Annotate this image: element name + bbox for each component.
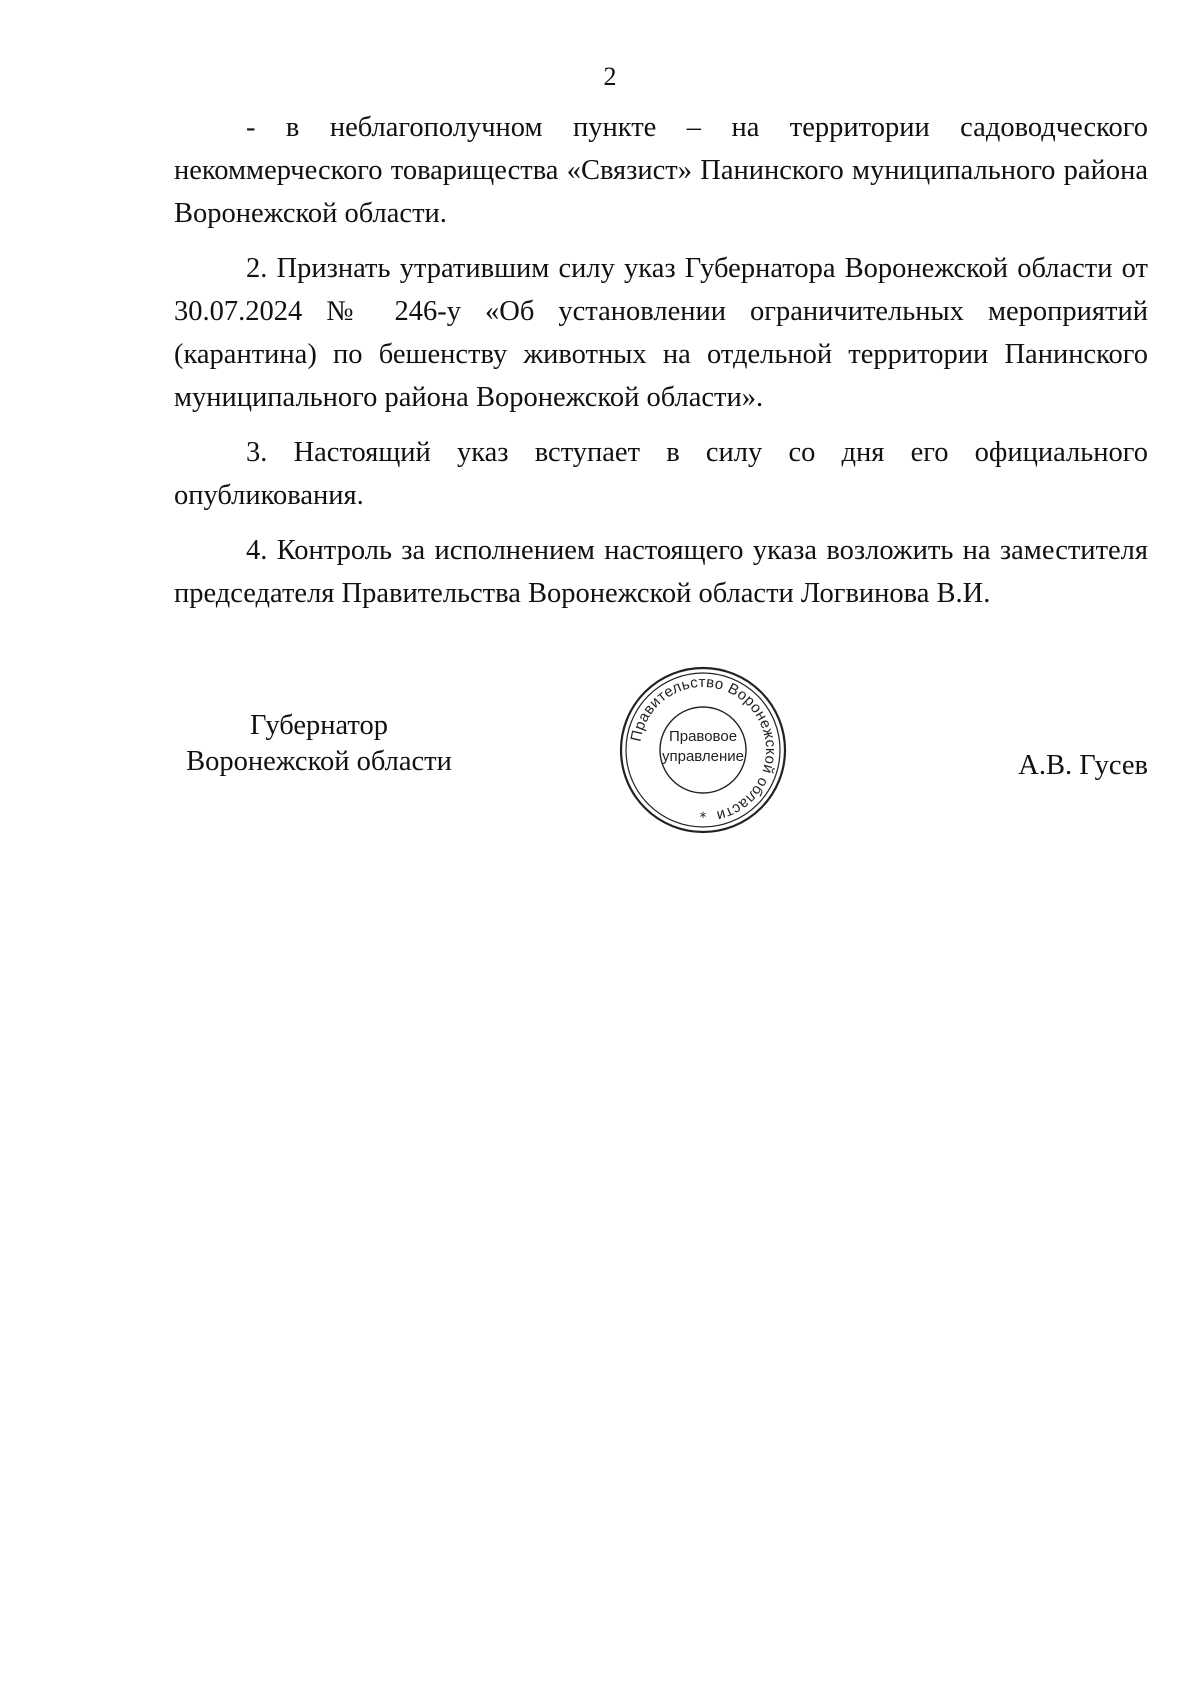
signatory-position <box>174 708 464 780</box>
signatory-position-line1: Губернатор <box>249 710 389 741</box>
paragraph-3-effective-date: 3. Настоящий указ вступает в силу со дня его официального опубликования. <box>174 437 1148 511</box>
official-stamp <box>618 665 788 835</box>
paragraph-affected-point: - в неблагополучном пункте – на территории садоводческого некоммерческого товарищества «Связист» Панинского муниципального района Воронежской области. <box>174 112 1148 229</box>
document-body <box>174 106 1148 615</box>
signatory-name: А.В. Гусев <box>1018 750 1148 781</box>
signatory-position-line2: Воронежской области <box>186 746 452 777</box>
stamp-star: * <box>699 810 707 826</box>
paragraph-2-repeal-decree: 2. Признать утратившим силу указ Губернатора Воронежской области от 30.07.2024 № 246-у «Об установлении ограничительных мероприятий (карантина) по бешенству животных на отдельной территории Панинского муниципального района Воронежской области». <box>174 253 1148 413</box>
stamp-ring-text: Правительство Воронежской области <box>627 673 780 825</box>
stamp-center-line1: Правовое <box>668 728 738 745</box>
paragraph-4-control: 4. Контроль за исполнением настоящего указа возложить на заместителя председателя Правительства Воронежской области Логвинова В.И. <box>174 535 1148 609</box>
stamp-center-text <box>618 727 788 767</box>
stamp-center-line2: управление <box>661 748 745 765</box>
page-number: 2 <box>603 62 617 91</box>
